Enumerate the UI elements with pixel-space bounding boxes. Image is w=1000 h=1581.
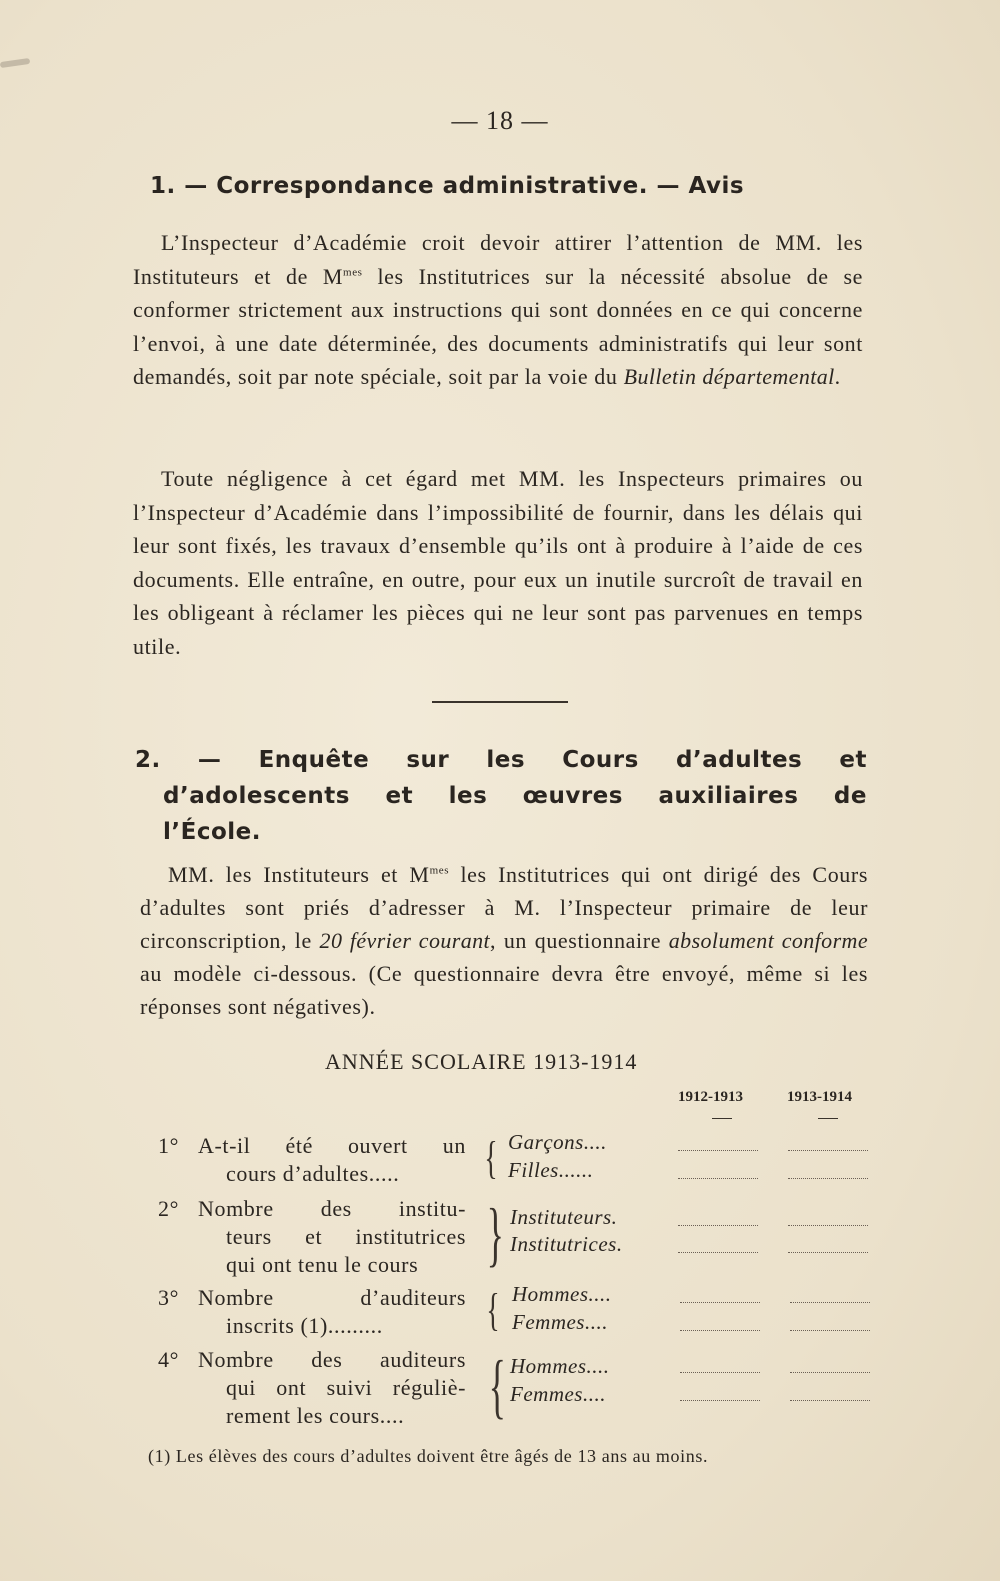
brace: {	[486, 1284, 500, 1335]
question-text: Nombre des auditeurs	[198, 1347, 466, 1372]
question-number: 3°	[158, 1285, 179, 1310]
option-label: Hommes....	[512, 1282, 612, 1306]
question-1	[158, 1132, 466, 1188]
option-label: Femmes....	[510, 1382, 606, 1406]
answer-blank[interactable]	[680, 1400, 760, 1401]
answer-blank[interactable]	[678, 1252, 758, 1253]
answer-blank[interactable]	[790, 1372, 870, 1373]
answer-blank[interactable]	[678, 1150, 758, 1151]
answer-blank[interactable]	[678, 1225, 758, 1226]
question-2	[158, 1195, 466, 1279]
answer-blank[interactable]	[788, 1178, 868, 1179]
answer-blank[interactable]	[678, 1178, 758, 1179]
question-text: Nombre d’auditeurs	[198, 1285, 466, 1310]
question-text: inscrits (1).........	[226, 1313, 383, 1338]
section-1-paragraph-1: L’Inspecteur d’Académie croit devoir attirer l’attention de MM. les Instituteurs et de $M^{mes}$ les Institutrices sur la nécessité absolue de se conformer strictement aux instructions qui sont données en ce qui concerne l’envoi, à une date déterminée, des documents administratifs qui leur sont demandés, soit par note spéciale, soit par la voie du Bulletin départemental.	[133, 230, 863, 389]
section-1-paragraph-2: Toute négligence à cet égard met MM. les Inspecteurs primaires ou l’Inspecteur d’Académie dans l’impossibilité de fournir, dans les délais qui leur sont fixés, les travaux d’ensemble qu’ils ont à produire à l’aide de ces documents. Elle entraîne, en outre, pour eux un inutile surcroît de travail en les obligeant à réclamer les pièces qui ne leur sont pas parvenues en temps utile.	[133, 466, 863, 659]
column-header-1912-1913: 1912-1913	[678, 1089, 743, 1105]
section-divider	[432, 701, 568, 703]
answer-blank[interactable]	[788, 1150, 868, 1151]
option-label: Garçons....	[508, 1130, 607, 1154]
option-label: Filles......	[508, 1158, 594, 1182]
section-2-title: 2. — Enquête sur les Cours d’adultes et d’adolescents et les œuvres auxiliaires de l’École.	[135, 747, 867, 845]
brace: {	[484, 1132, 498, 1183]
answer-blank[interactable]	[680, 1302, 760, 1303]
brace: }	[486, 1194, 504, 1274]
section-1-title: 1. — Correspondance administrative. — Avis	[150, 173, 745, 199]
answer-blank[interactable]	[788, 1252, 868, 1253]
question-number: 2°	[158, 1196, 179, 1221]
answer-blank[interactable]	[680, 1372, 760, 1373]
answer-blank[interactable]	[788, 1225, 868, 1226]
question-number: 4°	[158, 1347, 179, 1372]
column-underline	[712, 1118, 732, 1119]
brace: {	[488, 1346, 506, 1426]
school-year-title: ANNÉE SCOLAIRE 1913-1914	[325, 1049, 638, 1074]
column-underline	[818, 1118, 838, 1119]
answer-blank[interactable]	[790, 1302, 870, 1303]
answer-blank[interactable]	[680, 1330, 760, 1331]
page-number: — 18 —	[451, 106, 549, 135]
option-label: Hommes....	[510, 1354, 610, 1378]
question-text: qui ont suivi réguliè-	[226, 1375, 466, 1400]
option-label: Femmes....	[512, 1310, 608, 1334]
question-3	[158, 1284, 466, 1340]
column-header-1913-1914: 1913-1914	[787, 1089, 852, 1105]
question-text: Nombre des institu-	[198, 1196, 466, 1221]
option-label: Instituteurs.	[510, 1205, 618, 1229]
ink-smudge	[0, 58, 30, 68]
footnote: (1) Les élèves des cours d’adultes doivent être âgés de 13 ans au moins.	[148, 1446, 709, 1466]
section-2-paragraph: MM. les Instituteurs et $M^{mes}$ les Institutrices qui ont dirigé des Cours d’adultes sont priés d’adresser à M. l’Inspecteur primaire de leur circonscription, le 20 février courant, un questionnaire absolument conforme au modèle ci-dessous. (Ce questionnaire devra être envoyé, même si les réponses sont négatives).	[140, 862, 868, 1019]
question-text: teurs et institutrices	[226, 1224, 466, 1249]
answer-blank[interactable]	[790, 1400, 870, 1401]
question-text: cours d’adultes.....	[226, 1161, 400, 1186]
question-number: 1°	[158, 1133, 179, 1158]
question-text: rement les cours....	[226, 1403, 405, 1428]
question-text: qui ont tenu le cours	[226, 1252, 419, 1277]
answer-blank[interactable]	[790, 1330, 870, 1331]
question-text: A-t-il été ouvert un	[198, 1133, 466, 1158]
question-4	[158, 1346, 466, 1430]
option-label: Institutrices.	[510, 1232, 623, 1256]
